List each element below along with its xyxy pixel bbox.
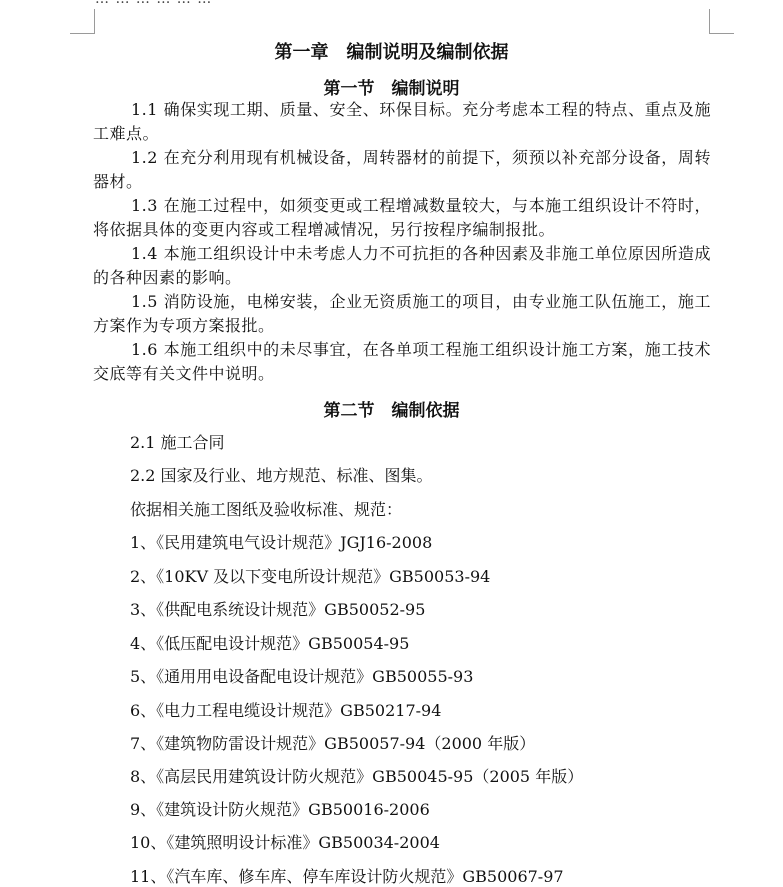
paragraph-1-6: 1.6 本施工组织中的未尽事宜，在各单项工程施工组织设计施工方案，施工技术交底等有关文件中说明。 (93, 340, 711, 383)
list-item: 10、《建筑照明设计标准》GB50034-2004 (130, 833, 440, 852)
section-title-1: 第一节 编制说明 (323, 79, 460, 99)
list-item: 2、《10KV 及以下变电所设计规范》GB50053-94 (130, 567, 491, 586)
paragraph-1-3: 1.3 在施工过程中，如须变更或工程增减数量较大，与本施工组织设计不符时，将依据具体的变更内容或工程增减情况，另行按程序编制报批。 (93, 196, 711, 239)
page-header-text (95, 0, 212, 7)
paragraph-1-5: 1.5 消防设施，电梯安装，企业无资质施工的项目，由专业施工队伍施工，施工方案作为专项方案报批。 (93, 292, 711, 335)
section-title-2: 第二节 编制依据 (323, 401, 460, 421)
list-item: 2.1 施工合同 (130, 433, 225, 452)
chapter-title: 第一章 编制说明及编制依据 (274, 42, 509, 63)
list-item: 1、《民用建筑电气设计规范》JGJ16-2008 (130, 533, 433, 552)
list-item: 3、《供配电系统设计规范》GB50052-95 (130, 600, 426, 619)
list-item: 2.2 国家及行业、地方规范、标准、图集。 (130, 466, 433, 485)
list-item: 8、《高层民用建筑设计防火规范》GB50045-95（2005 年版） (130, 767, 584, 786)
paragraph-1-1: 1.1 确保实现工期、质量、安全、环保目标。充分考虑本工程的特点、重点及施工难点。 (93, 100, 711, 143)
list-item: 5、《通用用电设备配电设计规范》GB50055-93 (130, 667, 474, 686)
list-item: 6、《电力工程电缆设计规范》GB50217-94 (130, 701, 442, 720)
list-item: 4、《低压配电设计规范》GB50054-95 (130, 634, 410, 653)
list-item: 11、《汽车库、修车库、停车库设计防火规范》GB50067-97 (130, 867, 564, 886)
paragraph-1-4: 1.4 本施工组织设计中未考虑人力不可抗拒的各种因素及非施工单位原因所造成的各种因素的影响。 (93, 244, 711, 287)
margin-corner-mark-left (70, 9, 95, 34)
margin-corner-mark-right (709, 9, 734, 34)
list-item: 7、《建筑物防雷设计规范》GB50057-94（2000 年版） (130, 734, 536, 753)
list-item: 依据相关施工图纸及验收标准、规范： (130, 500, 403, 519)
list-item: 9、《建筑设计防火规范》GB50016-2006 (130, 800, 430, 819)
paragraph-1-2: 1.2 在充分利用现有机械设备，周转器材的前提下，须预以补充部分设备，周转器材。 (93, 148, 711, 191)
